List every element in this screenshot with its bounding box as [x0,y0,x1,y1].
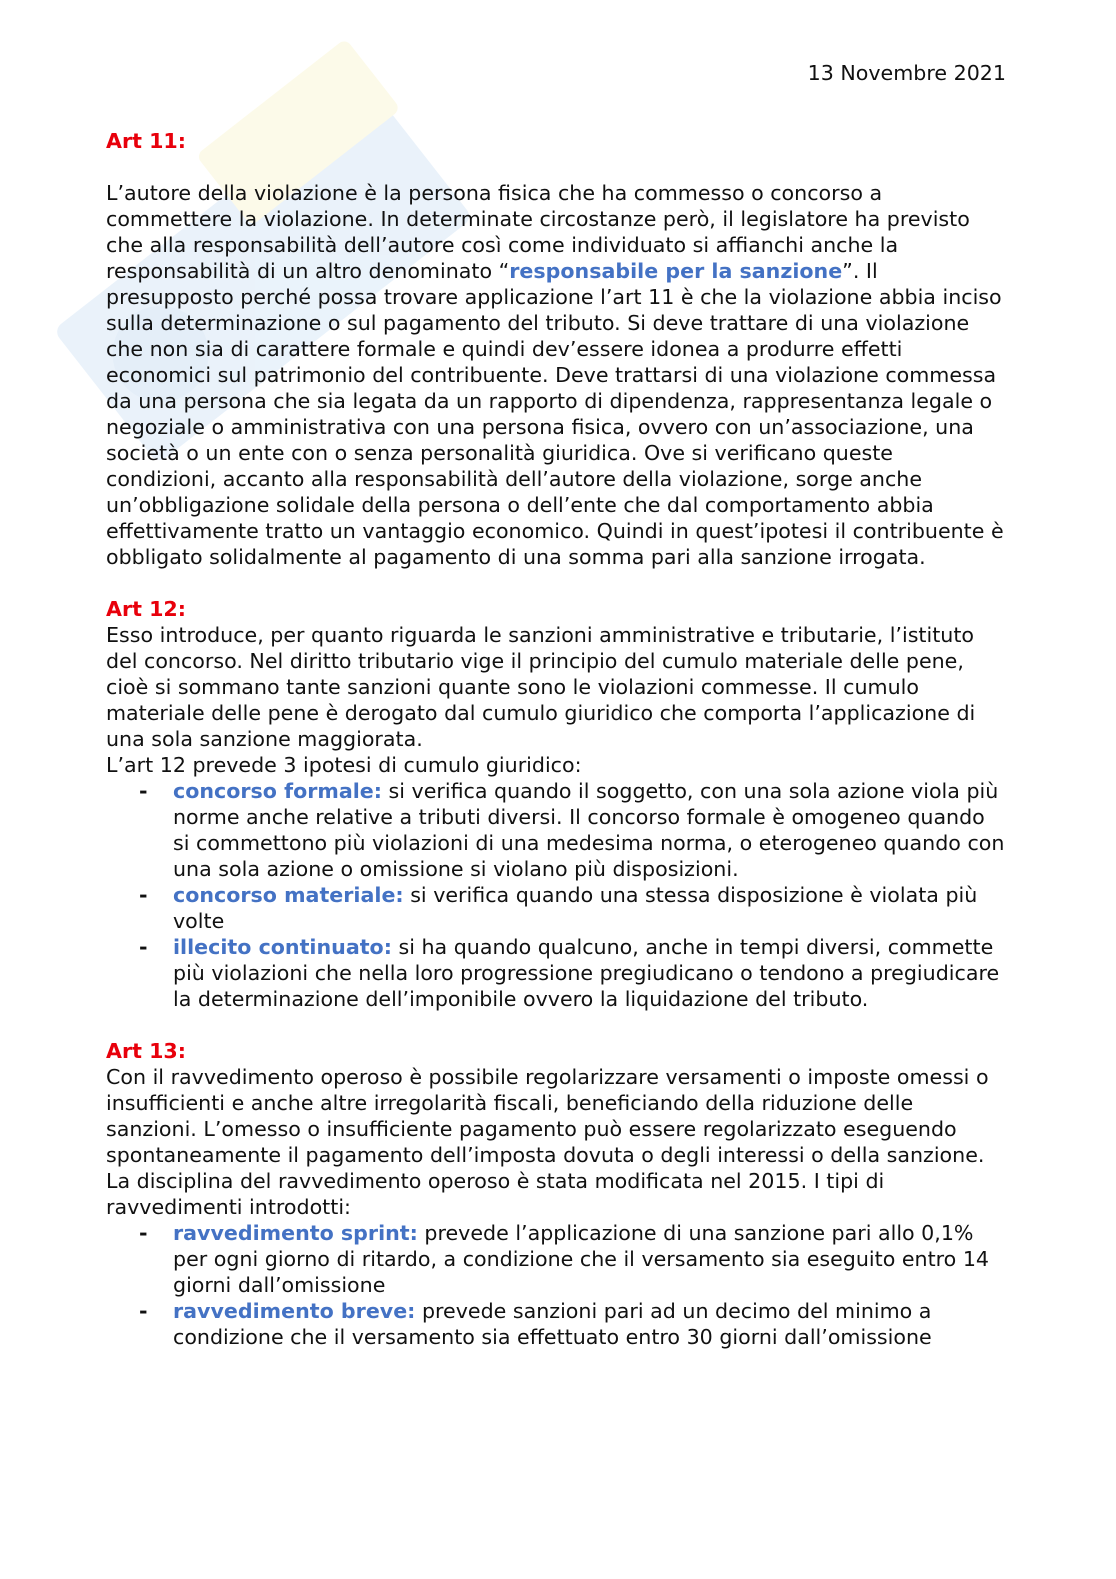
bullet-dash: - [139,1221,148,1245]
list-item [139,778,1006,882]
list-item-text: si verifica quando una stessa disposizione è violata più volte [173,883,978,933]
art11-text-a: L’autore della violazione è la persona fisica che ha commesso o concorso a commettere la violazione. In determinate circostanze però, il legislatore ha previsto che alla responsabilità dell’autore così come individuato si affianchi anche la responsabilità di un altro denominato “ [106,181,970,283]
document-date: 13 Novembre 2021 [807,61,1006,85]
art13-paragraph: Con il ravvedimento operoso è possibile regolarizzare versamenti o imposte omessi o insufficienti e anche altre irregolarità fiscali, beneficiando della riduzione delle sanzioni. L’omesso o insufficiente pagamento può essere regolarizzato eseguendo spontaneamente il pagamento dell’imposta dovuta o degli interessi o della sanzione. La disciplina del ravvedimento operoso è stata modificata nel 2015. I tipi di ravvedimenti introdotti: [106,1065,989,1219]
list-item [139,1298,1006,1350]
art12-paragraph: Esso introduce, per quanto riguarda le sanzioni amministrative e tributarie, l’istituto del concorso. Nel diritto tributario vige il principio del cumulo materiale delle pene, cioè si sommano tante sanzioni quante sono le violazioni commesse. Il cumulo materiale delle pene è derogato dal cumulo giuridico che comporta l’applicazione di una sola sanzione maggiorata. [106,623,976,751]
list-item-term: ravvedimento sprint: [173,1221,418,1245]
document-page [106,60,1006,1350]
art11-paragraph [106,180,1006,570]
art11-text-b: ”. Il presupposto perché possa trovare applicazione l’art 11 è che la violazione abbia inciso sulla determinazione o sul pagamento del tributo. Si deve trattare di una violazione che non sia di carattere formale e quindi dev’essere idonea a produrre effetti economici sul patrimonio del contribuente. Deve trattarsi di una violazione commessa da una persona che sia legata da un rapporto di dipendenza, rappresentanza legale o negoziale o amministrativa con una persona fisica, ovvero con un’associazione, una società o un ente con o senza personalità giuridica. Ove si verificano queste condizioni, accanto alla responsabilità dell’autore della violazione, sorge anche un’obbligazione solidale della persona o dell’ente che dal comportamento abbia effettivamente tratto un vantaggio economico. Quindi in quest’ipotesi il contribuente è obbligato solidalmente al pagamento di una somma pari alla sanzione irrogata. [106,259,1004,569]
list-item-text: prevede sanzioni pari ad un decimo del minimo a condizione che il versamento sia effettuato entro 30 giorni dall’omissione [173,1299,932,1349]
list-item-term: ravvedimento breve: [173,1299,416,1323]
bullet-dash: - [139,779,148,803]
list-item-term: concorso materiale: [173,883,404,907]
art12-heading: Art 12: [106,597,187,621]
list-item-text: si verifica quando il soggetto, con una sola azione viola più norme anche relative a tributi diversi. Il concorso formale è omogeneo quando si commettono più violazioni di una medesima norma, o eterogeneo quando con una sola azione o omissione si violano più disposizioni. [173,779,1005,881]
list-item-text: si ha quando qualcuno, anche in tempi diversi, commette più violazioni che nella loro progressione pregiudicano o tendono a pregiudicare la determinazione dell’imponibile ovvero la liquidazione del tributo. [173,935,1000,1011]
list-item-term: concorso formale: [173,779,382,803]
art11-heading: Art 11: [106,129,187,153]
list-item-text: prevede l’applicazione di una sanzione pari allo 0,1% per ogni giorno di ritardo, a condizione che il versamento sia eseguito entro 14 giorni dall’omissione [173,1221,990,1297]
list-item [139,934,1006,1012]
art13-list [106,1220,1006,1350]
bullet-dash: - [139,935,148,959]
art12-list [106,778,1006,1012]
list-item [139,1220,1006,1298]
list-item [139,882,1006,934]
bullet-dash: - [139,1299,148,1323]
art13-heading: Art 13: [106,1039,187,1063]
bullet-dash: - [139,883,148,907]
art12-intro-list: L’art 12 prevede 3 ipotesi di cumulo giuridico: [106,753,582,777]
list-item-term: illecito continuato: [173,935,392,959]
art11-term-responsabile: responsabile per la sanzione [509,259,843,283]
